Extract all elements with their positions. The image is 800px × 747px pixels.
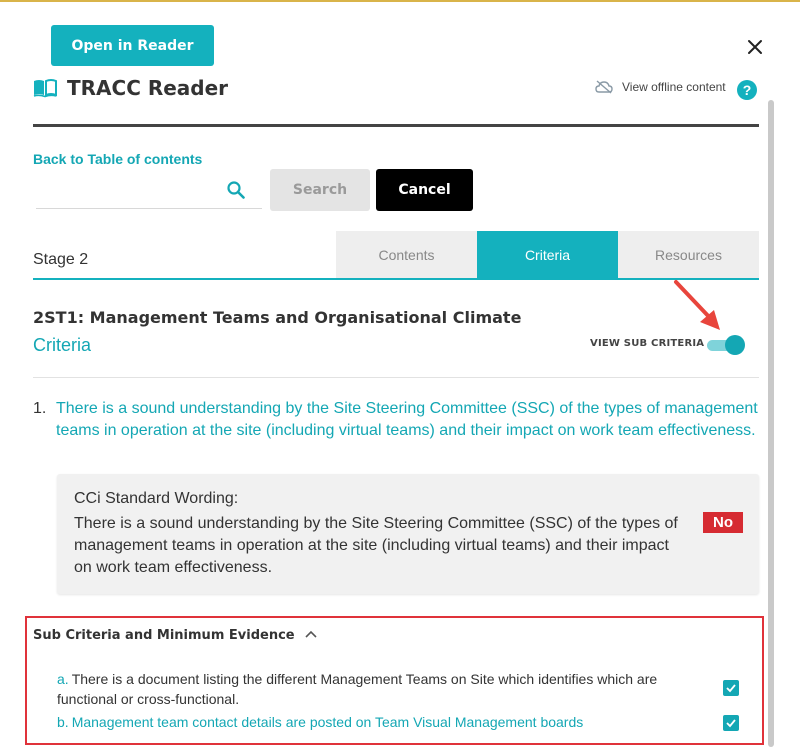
criterion-text: There is a sound understanding by the Site Steering Committee (SSC) of the types of management teams in operation at the site (including virtual teams) and their impact on work team effectiveness. bbox=[56, 400, 758, 439]
app-title: TRACC Reader bbox=[67, 76, 229, 100]
sub-criteria-item-a bbox=[57, 669, 707, 709]
view-sub-criteria-toggle[interactable] bbox=[707, 335, 745, 355]
close-icon[interactable] bbox=[744, 36, 766, 58]
help-icon[interactable]: ? bbox=[737, 80, 757, 100]
criterion-number: 1. bbox=[33, 400, 47, 417]
section-title: 2ST1: Management Teams and Organisational Climate bbox=[33, 308, 522, 327]
sub-item-text: Management team contact details are posted on Team Visual Management boards bbox=[71, 714, 584, 730]
standard-wording-text: There is a sound understanding by the Site Steering Committee (SSC) of the types of management teams in operation at the site (including virtual teams) and their impact on work team effectiveness. bbox=[74, 515, 678, 576]
section-divider bbox=[33, 377, 759, 378]
sub-item-text: There is a document listing the different Management Teams on Site which identifies which are functional or cross-functional. bbox=[57, 671, 658, 707]
tab-criteria[interactable]: Criteria bbox=[477, 231, 618, 278]
toggle-knob bbox=[725, 335, 745, 355]
search-icon[interactable] bbox=[227, 181, 245, 199]
sub-criteria-panel bbox=[25, 616, 764, 745]
section-subtitle: Criteria bbox=[33, 335, 92, 355]
offline-label: View offline content bbox=[622, 80, 726, 94]
sub-item-letter: b. bbox=[57, 714, 69, 730]
header-divider bbox=[33, 124, 759, 127]
checkbox-checked-icon[interactable] bbox=[723, 715, 739, 731]
cancel-button[interactable]: Cancel bbox=[376, 169, 473, 211]
sub-criteria-title: Sub Criteria and Minimum Evidence bbox=[33, 628, 295, 643]
sub-criteria-item-b bbox=[57, 712, 707, 732]
book-open-icon bbox=[33, 78, 57, 98]
view-offline-content-link[interactable] bbox=[595, 80, 726, 94]
arrow-annotation-icon bbox=[668, 276, 728, 336]
scrollbar-thumb[interactable] bbox=[768, 100, 774, 747]
checkbox-checked-icon[interactable] bbox=[723, 680, 739, 696]
stage-label: Stage 2 bbox=[33, 251, 89, 268]
search-button[interactable]: Search bbox=[270, 169, 370, 211]
standard-wording-heading: CCi Standard Wording: bbox=[74, 490, 239, 507]
tab-divider bbox=[33, 278, 759, 280]
open-in-reader-button[interactable]: Open in Reader bbox=[51, 25, 214, 66]
sub-item-letter: a. bbox=[57, 671, 69, 687]
tab-contents[interactable]: Contents bbox=[336, 231, 477, 278]
tab-resources[interactable]: Resources bbox=[618, 231, 759, 278]
standard-wording-panel bbox=[57, 474, 759, 594]
back-to-toc-link[interactable]: Back to Table of contents bbox=[33, 151, 203, 167]
cloud-offline-icon bbox=[595, 80, 613, 94]
view-sub-criteria-label: VIEW SUB CRITERIA bbox=[590, 338, 705, 349]
window-top-border bbox=[0, 0, 800, 2]
chevron-up-icon[interactable] bbox=[305, 629, 317, 639]
status-badge: No bbox=[703, 512, 743, 533]
app-header bbox=[33, 76, 228, 100]
